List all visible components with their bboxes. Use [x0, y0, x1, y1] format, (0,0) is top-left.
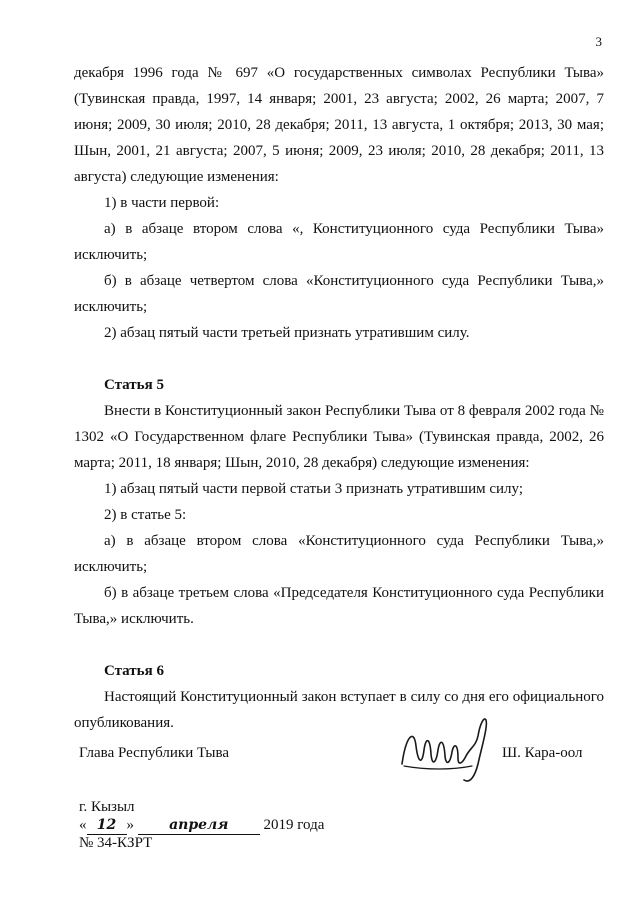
list-item: а) в абзаце втором слова «, Конституционного суда Республики Тыва» исключить;: [74, 221, 604, 263]
signatory-position: Глава Республики Тыва: [79, 745, 230, 761]
signatory-name: Ш. Кара-оол: [502, 745, 583, 761]
date-year: 2019 года: [263, 817, 325, 833]
article-5-paragraph: 1) абзац пятый части первой статьи 3 признать утратившим силу;: [104, 481, 524, 497]
article-6-heading: Статья 6: [104, 663, 164, 679]
intro-paragraph: декабря 1996 года № 697 «О государственных символах Республики Тыва» (Тувинская правда, 1997, 14 января; 2001, 23 августа; 2002, 26 марта; 2007, 7 июня; 2009, 30 июля; 2010, 28 декабря; 2011, 13 августа, 1 октября; 2013, 30 мая; Шын, 2001, 21 августа; 2007, 5 июня; 2009, 23 июля; 2010, 28 декабря; 2011, 13 августа) следующие изменения:: [74, 65, 604, 185]
handwritten-signature: [396, 706, 492, 788]
page-number: 3: [595, 34, 602, 49]
document-number: № 34-КЗРТ: [79, 835, 153, 851]
article-5-paragraph: а) в абзаце втором слова «Конституционного суда Республики Тыва,» исключить;: [74, 533, 604, 575]
date-close-quote: »: [126, 817, 134, 833]
article-6-paragraph: Настоящий Конституционный закон вступает в силу со дня его официального опубликования.: [74, 689, 604, 731]
date-line: [79, 816, 324, 835]
article-5-paragraph: б) в абзаце третьем слова «Председателя Конституционного суда Республики Тыва,» исключить.: [74, 585, 604, 627]
place-of-signing: г. Кызыл: [79, 799, 135, 815]
list-item: б) в абзаце четвертом слова «Конституционного суда Республики Тыва,» исключить;: [74, 273, 604, 315]
date-open-quote: «: [79, 817, 87, 833]
article-5-heading: Статья 5: [104, 377, 164, 393]
article-5-paragraph: 2) в статье 5:: [104, 507, 187, 523]
list-item: 2) абзац пятый части третьей признать утратившим силу.: [104, 325, 470, 341]
article-5-paragraph: Внести в Конституционный закон Республики Тыва от 8 февраля 2002 года № 1302 «О Государственном флаге Республики Тыва» (Тувинская правда, 2002, 26 марта; 2011, 18 января; Шын, 2010, 28 декабря) следующие изменения:: [74, 403, 604, 471]
body-text: [74, 60, 604, 736]
date-day: 12: [87, 816, 127, 835]
list-item: 1) в части первой:: [104, 195, 220, 211]
date-month: апреля: [138, 816, 260, 835]
